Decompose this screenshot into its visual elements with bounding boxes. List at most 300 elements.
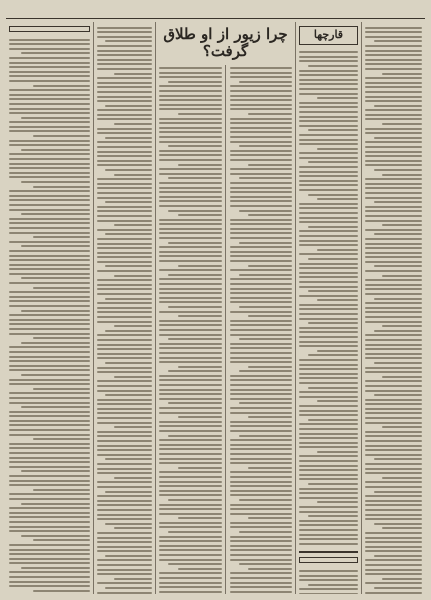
text-line-placeholder xyxy=(97,472,152,474)
text-line-placeholder xyxy=(230,379,293,381)
text-line-placeholder xyxy=(365,288,422,290)
text-line-placeholder xyxy=(299,575,358,577)
text-line-placeholder xyxy=(159,182,222,184)
text-line-placeholder xyxy=(159,425,222,427)
text-line-placeholder xyxy=(230,545,293,547)
text-line-placeholder xyxy=(365,187,422,189)
text-line-placeholder xyxy=(230,205,293,207)
text-line-placeholder xyxy=(97,45,152,47)
text-line-placeholder xyxy=(230,554,293,556)
text-line-placeholder xyxy=(230,99,293,101)
text-line-placeholder xyxy=(97,559,152,561)
text-line-placeholder xyxy=(9,581,90,583)
text-line-placeholder xyxy=(9,397,90,399)
column-5-body xyxy=(9,36,90,594)
text-line-placeholder xyxy=(299,593,358,594)
text-line-placeholder xyxy=(97,412,152,414)
text-line-placeholder xyxy=(159,545,222,547)
text-line-placeholder xyxy=(178,265,222,267)
text-line-placeholder xyxy=(9,250,90,252)
text-line-placeholder xyxy=(97,114,152,116)
text-line-placeholder xyxy=(299,405,358,407)
text-line-placeholder xyxy=(230,72,293,74)
text-line-placeholder xyxy=(365,54,422,56)
text-line-placeholder xyxy=(159,490,222,492)
text-line-placeholder xyxy=(299,203,358,205)
text-line-placeholder xyxy=(365,357,422,359)
text-line-placeholder xyxy=(230,458,293,460)
text-line-placeholder xyxy=(299,51,358,53)
text-line-placeholder xyxy=(97,256,152,258)
text-line-placeholder xyxy=(230,513,293,515)
column-2-body-2 xyxy=(299,567,358,594)
text-line-placeholder xyxy=(239,242,292,244)
text-line-placeholder xyxy=(97,454,152,456)
text-line-placeholder xyxy=(168,242,221,244)
text-line-placeholder xyxy=(97,247,152,249)
text-line-placeholder xyxy=(365,390,422,392)
text-line-placeholder xyxy=(9,305,90,307)
text-line-placeholder xyxy=(159,85,222,87)
text-line-placeholder xyxy=(308,258,358,260)
text-line-placeholder xyxy=(97,500,152,502)
text-line-placeholder xyxy=(248,517,292,519)
text-line-placeholder xyxy=(97,422,152,424)
text-line-placeholder xyxy=(9,167,90,169)
text-line-placeholder xyxy=(97,284,152,286)
text-line-placeholder xyxy=(230,187,293,189)
text-line-placeholder xyxy=(299,88,358,90)
text-line-placeholder xyxy=(159,324,222,326)
text-line-placeholder xyxy=(159,591,222,593)
text-line-placeholder xyxy=(159,159,222,161)
text-line-placeholder xyxy=(21,117,90,119)
text-line-placeholder xyxy=(230,490,293,492)
text-line-placeholder xyxy=(299,295,358,297)
column-2 xyxy=(295,22,361,594)
text-line-placeholder xyxy=(97,399,152,401)
text-line-placeholder xyxy=(299,189,358,191)
text-line-placeholder xyxy=(365,118,422,120)
text-line-placeholder xyxy=(159,141,222,143)
text-line-placeholder xyxy=(299,437,358,439)
text-line-placeholder xyxy=(299,272,358,274)
text-line-placeholder xyxy=(374,233,422,235)
text-line-placeholder xyxy=(230,352,293,354)
text-line-placeholder xyxy=(230,577,293,579)
text-line-placeholder xyxy=(159,536,222,538)
text-line-placeholder xyxy=(365,284,422,286)
text-line-placeholder xyxy=(9,163,90,165)
text-line-placeholder xyxy=(159,347,222,349)
text-line-placeholder xyxy=(365,77,422,79)
text-line-placeholder xyxy=(97,339,152,341)
text-line-placeholder xyxy=(365,100,422,102)
text-line-placeholder xyxy=(97,100,152,102)
text-line-placeholder xyxy=(317,198,358,200)
text-line-placeholder xyxy=(97,197,152,199)
text-line-placeholder xyxy=(168,531,221,533)
text-line-placeholder xyxy=(317,451,358,453)
text-line-placeholder xyxy=(365,91,422,93)
text-line-placeholder xyxy=(365,399,422,401)
text-line-placeholder xyxy=(365,518,422,520)
text-line-placeholder xyxy=(365,367,422,369)
text-line-placeholder xyxy=(308,515,358,517)
column-2-body xyxy=(299,49,358,548)
text-line-placeholder xyxy=(97,96,152,98)
text-line-placeholder xyxy=(299,465,358,467)
text-line-placeholder xyxy=(299,469,358,471)
text-line-placeholder xyxy=(97,390,152,392)
text-line-placeholder xyxy=(97,128,152,130)
text-line-placeholder xyxy=(230,85,293,87)
text-line-placeholder xyxy=(159,219,222,221)
text-line-placeholder xyxy=(9,585,90,587)
text-line-placeholder xyxy=(97,367,152,369)
text-line-placeholder xyxy=(97,371,152,373)
text-line-placeholder xyxy=(230,471,293,473)
text-line-placeholder xyxy=(365,504,422,506)
text-line-placeholder xyxy=(97,550,152,552)
text-line-placeholder xyxy=(9,291,90,293)
text-line-placeholder xyxy=(365,403,422,405)
text-line-placeholder xyxy=(365,417,422,419)
text-line-placeholder xyxy=(365,229,422,231)
text-line-placeholder xyxy=(299,56,358,58)
text-line-placeholder xyxy=(105,298,152,300)
text-line-placeholder xyxy=(365,550,422,552)
text-line-placeholder xyxy=(97,408,152,410)
text-line-placeholder xyxy=(9,319,90,321)
text-line-placeholder xyxy=(299,391,358,393)
text-line-placeholder xyxy=(299,244,358,246)
text-line-placeholder xyxy=(168,435,221,437)
text-line-placeholder xyxy=(365,206,422,208)
text-line-placeholder xyxy=(299,125,358,127)
text-line-placeholder xyxy=(105,587,152,589)
text-line-placeholder xyxy=(230,320,293,322)
text-line-placeholder xyxy=(317,97,358,99)
text-line-placeholder xyxy=(159,292,222,294)
text-line-placeholder xyxy=(374,201,422,203)
text-line-placeholder xyxy=(365,454,422,456)
text-line-placeholder xyxy=(159,586,222,588)
text-line-placeholder xyxy=(168,499,221,501)
text-line-placeholder xyxy=(97,468,152,470)
text-line-placeholder xyxy=(114,477,153,479)
text-line-placeholder xyxy=(365,261,422,263)
text-line-placeholder xyxy=(299,341,358,343)
text-line-placeholder xyxy=(382,73,422,75)
text-line-placeholder xyxy=(230,228,293,230)
text-line-placeholder xyxy=(365,486,422,488)
text-line-placeholder xyxy=(97,210,152,212)
columns xyxy=(6,22,425,594)
text-line-placeholder xyxy=(299,410,358,412)
text-line-placeholder xyxy=(230,430,293,432)
text-line-placeholder xyxy=(230,421,293,423)
text-line-placeholder xyxy=(178,517,222,519)
text-line-placeholder xyxy=(178,366,222,368)
text-line-placeholder xyxy=(9,516,90,518)
text-line-placeholder xyxy=(317,148,358,150)
text-line-placeholder xyxy=(299,520,358,522)
text-line-placeholder xyxy=(299,492,358,494)
text-line-placeholder xyxy=(97,481,152,483)
text-line-placeholder xyxy=(299,382,358,384)
text-line-placeholder xyxy=(159,237,222,239)
text-line-placeholder xyxy=(9,360,90,362)
text-line-placeholder xyxy=(97,316,152,318)
text-line-placeholder xyxy=(9,452,90,454)
text-line-placeholder xyxy=(317,249,358,251)
text-line-placeholder xyxy=(299,139,358,141)
text-line-placeholder xyxy=(239,370,292,372)
text-line-placeholder xyxy=(365,132,422,134)
text-line-placeholder xyxy=(230,297,293,299)
text-line-placeholder xyxy=(9,526,90,528)
text-line-placeholder xyxy=(299,455,358,457)
text-line-placeholder xyxy=(230,278,293,280)
text-line-placeholder xyxy=(374,169,422,171)
text-line-placeholder xyxy=(9,130,90,132)
text-line-placeholder xyxy=(97,546,152,548)
text-line-placeholder xyxy=(21,374,90,376)
text-line-placeholder xyxy=(365,27,422,29)
text-line-placeholder xyxy=(239,531,292,533)
text-line-placeholder xyxy=(230,269,293,271)
text-line-placeholder xyxy=(365,431,422,433)
text-line-placeholder xyxy=(97,509,152,511)
text-line-placeholder xyxy=(159,522,222,524)
text-line-placeholder xyxy=(382,174,422,176)
text-line-placeholder xyxy=(159,485,222,487)
text-line-placeholder xyxy=(382,527,422,529)
text-line-placeholder xyxy=(9,66,90,68)
text-line-placeholder xyxy=(114,275,153,277)
text-line-placeholder xyxy=(97,68,152,70)
text-line-placeholder xyxy=(299,180,358,182)
text-line-placeholder xyxy=(159,136,222,138)
text-line-placeholder xyxy=(374,265,422,267)
text-line-placeholder xyxy=(97,141,152,143)
text-line-placeholder xyxy=(230,168,293,170)
text-line-placeholder xyxy=(159,150,222,152)
text-line-placeholder xyxy=(97,514,152,516)
text-line-placeholder xyxy=(9,461,90,463)
text-line-placeholder xyxy=(9,558,90,560)
text-line-placeholder xyxy=(230,453,293,455)
text-line-placeholder xyxy=(159,453,222,455)
text-line-placeholder xyxy=(97,334,152,336)
text-line-placeholder xyxy=(299,230,358,232)
text-line-placeholder xyxy=(308,226,358,228)
text-line-placeholder xyxy=(299,579,358,581)
text-line-placeholder xyxy=(9,108,90,110)
text-line-placeholder xyxy=(159,118,222,120)
text-line-placeholder xyxy=(382,325,422,327)
text-line-placeholder xyxy=(317,350,358,352)
text-line-placeholder xyxy=(365,252,422,254)
text-line-placeholder xyxy=(159,223,222,225)
text-line-placeholder xyxy=(365,371,422,373)
text-line-placeholder xyxy=(159,122,222,124)
text-line-placeholder xyxy=(230,108,293,110)
text-line-placeholder xyxy=(159,526,222,528)
text-line-placeholder xyxy=(365,532,422,534)
text-line-placeholder xyxy=(299,235,358,237)
text-line-placeholder xyxy=(97,348,152,350)
text-line-placeholder xyxy=(248,265,292,267)
text-line-placeholder xyxy=(9,255,90,257)
text-line-placeholder xyxy=(230,591,293,593)
text-line-placeholder xyxy=(178,568,222,570)
text-line-placeholder xyxy=(230,398,293,400)
text-line-placeholder xyxy=(159,407,222,409)
text-line-placeholder xyxy=(9,521,90,523)
text-line-placeholder xyxy=(299,263,358,265)
text-line-placeholder xyxy=(9,144,90,146)
text-line-placeholder xyxy=(299,166,358,168)
text-line-placeholder xyxy=(299,152,358,154)
text-line-placeholder xyxy=(299,318,358,320)
text-line-placeholder xyxy=(9,443,90,445)
text-line-placeholder xyxy=(105,458,152,460)
text-line-placeholder xyxy=(159,458,222,460)
text-line-placeholder xyxy=(97,252,152,254)
text-line-placeholder xyxy=(9,411,90,413)
column-2-headline: قارچها xyxy=(299,26,358,45)
text-line-placeholder xyxy=(239,81,292,83)
text-line-placeholder xyxy=(97,403,152,405)
text-line-placeholder xyxy=(97,118,152,120)
text-line-placeholder xyxy=(299,474,358,476)
text-line-placeholder xyxy=(9,415,90,417)
text-line-placeholder xyxy=(97,59,152,61)
column-4 xyxy=(93,22,155,594)
text-line-placeholder xyxy=(97,532,152,534)
text-line-placeholder xyxy=(33,489,90,491)
text-line-placeholder xyxy=(230,485,293,487)
text-line-placeholder xyxy=(299,308,358,310)
text-line-placeholder xyxy=(97,63,152,65)
text-line-placeholder xyxy=(365,339,422,341)
text-line-placeholder xyxy=(9,57,90,59)
text-line-placeholder xyxy=(9,176,90,178)
text-line-placeholder xyxy=(21,503,90,505)
text-line-placeholder xyxy=(230,196,293,198)
text-line-placeholder xyxy=(105,137,152,139)
text-line-placeholder xyxy=(9,424,90,426)
text-line-placeholder xyxy=(299,428,358,430)
text-line-placeholder xyxy=(9,507,90,509)
text-line-placeholder xyxy=(230,384,293,386)
text-line-placeholder xyxy=(97,445,152,447)
text-line-placeholder xyxy=(9,94,90,96)
text-line-placeholder xyxy=(178,416,222,418)
text-line-placeholder xyxy=(230,481,293,483)
column-5-top-head xyxy=(9,26,90,32)
text-line-placeholder xyxy=(178,315,222,317)
text-line-placeholder xyxy=(230,292,293,294)
text-line-placeholder xyxy=(299,253,358,255)
text-line-placeholder xyxy=(365,302,422,304)
text-line-placeholder xyxy=(105,491,152,493)
text-line-placeholder xyxy=(365,114,422,116)
text-line-placeholder xyxy=(159,311,222,313)
text-line-placeholder xyxy=(159,577,222,579)
text-line-placeholder xyxy=(9,402,90,404)
text-line-placeholder xyxy=(159,481,222,483)
text-line-placeholder xyxy=(230,412,293,414)
text-line-placeholder xyxy=(97,311,152,313)
text-line-placeholder xyxy=(230,219,293,221)
text-line-placeholder xyxy=(33,590,90,592)
text-line-placeholder xyxy=(97,146,152,148)
text-line-placeholder xyxy=(9,457,90,459)
text-line-placeholder xyxy=(97,486,152,488)
text-line-placeholder xyxy=(230,311,293,313)
text-line-placeholder xyxy=(159,72,222,74)
text-line-placeholder xyxy=(159,439,222,441)
text-line-placeholder xyxy=(248,366,292,368)
text-line-placeholder xyxy=(105,555,152,557)
text-line-placeholder xyxy=(299,120,358,122)
text-line-placeholder xyxy=(365,220,422,222)
text-line-placeholder xyxy=(299,212,358,214)
text-line-placeholder xyxy=(299,267,358,269)
text-line-placeholder xyxy=(97,569,152,571)
text-line-placeholder xyxy=(230,283,293,285)
text-line-placeholder xyxy=(365,96,422,98)
text-line-placeholder xyxy=(159,127,222,129)
text-line-placeholder xyxy=(33,388,90,390)
text-line-placeholder xyxy=(9,512,90,514)
text-line-placeholder xyxy=(299,171,358,173)
text-line-placeholder xyxy=(159,95,222,97)
text-line-placeholder xyxy=(21,52,90,54)
text-line-placeholder xyxy=(299,276,358,278)
text-line-placeholder xyxy=(365,559,422,561)
text-line-placeholder xyxy=(382,376,422,378)
text-line-placeholder xyxy=(365,155,422,157)
text-line-placeholder xyxy=(230,540,293,542)
text-line-placeholder xyxy=(159,494,222,496)
text-line-placeholder xyxy=(374,491,422,493)
text-line-placeholder xyxy=(299,396,358,398)
text-line-placeholder xyxy=(365,59,422,61)
text-line-placeholder xyxy=(9,121,90,123)
text-line-placeholder xyxy=(230,237,293,239)
text-line-placeholder xyxy=(114,578,153,580)
text-line-placeholder xyxy=(299,79,358,81)
text-line-placeholder xyxy=(382,224,422,226)
text-line-placeholder xyxy=(299,359,358,361)
text-line-placeholder xyxy=(374,362,422,364)
text-line-placeholder xyxy=(97,353,152,355)
text-line-placeholder xyxy=(159,375,222,377)
text-line-placeholder xyxy=(374,458,422,460)
text-line-placeholder xyxy=(97,86,152,88)
text-line-placeholder xyxy=(159,232,222,234)
text-line-placeholder xyxy=(105,40,152,42)
masthead xyxy=(6,6,425,19)
text-line-placeholder xyxy=(9,562,90,564)
text-line-placeholder xyxy=(299,134,358,136)
text-line-placeholder xyxy=(299,414,358,416)
text-line-placeholder xyxy=(230,95,293,97)
